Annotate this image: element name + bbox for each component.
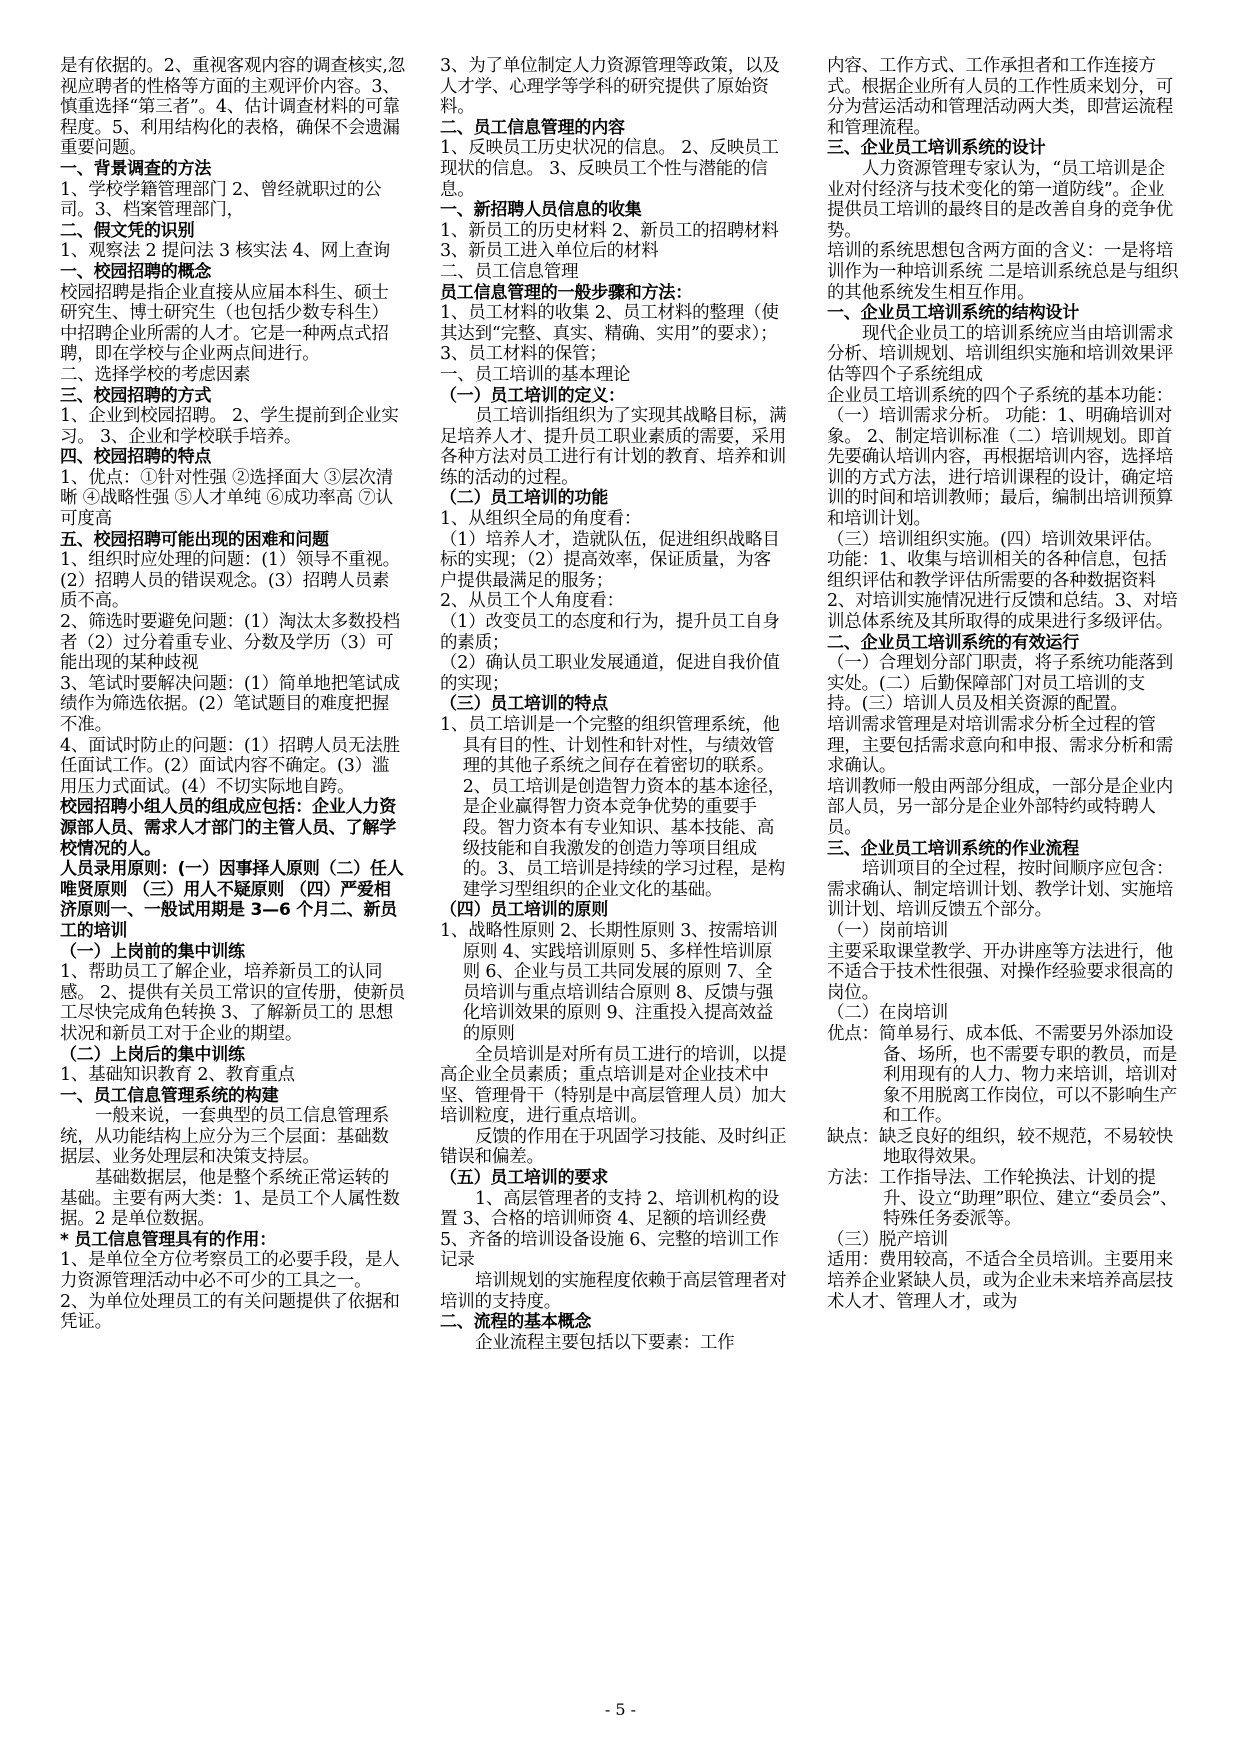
paragraph: 2、筛选时要避免问题：(1）淘汰太多数投档者（2）过分着重专业、分数及学历（3）可能出现的某种歧视	[60, 612, 400, 674]
paragraph: 1、帮助员工了解企业，培养新员工的认同感。 2、提供有关员工常识的宣传册，使新员工尽快完成角色转换 3、了解新员工的 思想状况和新员工对于企业的期望。	[60, 962, 405, 1044]
page-number: - 5 -	[604, 1700, 637, 1719]
paragraph: （三）脱产培训	[827, 1229, 949, 1250]
paragraph: 反馈的作用在于巩固学习技能、及时纠正错误和偏差。	[440, 1126, 787, 1168]
section-heading: （三）员工培训的特点	[440, 694, 608, 715]
paragraph: （一）合理划分部门职责，将子系统功能落到实处。(二）后勤保障部门对员工培训的支持。(三）培训人员及相关资源的配置。	[827, 653, 1173, 715]
paragraph: 校园招聘是指企业直接从应届本科生、硕士研究生、博士研究生（也包括少数专科生）中招聘企业所需的人才。它是一种两点式招聘，即在学校与企业两点间进行。	[60, 282, 389, 365]
paragraph: 人力资源管理专家认为，“员工培训是企业对付经济与技术变化的第一道防线”。企业提供员工培训的最终目的是改善自身的竞争优势。	[827, 158, 1173, 241]
column-middle	[440, 56, 788, 1353]
section-heading: 三、校园招聘的方式	[60, 385, 212, 406]
paragraph: 一、员工培训的基本理论	[440, 364, 631, 385]
section-heading: （二）员工培训的功能	[440, 488, 608, 509]
paragraph: （三）培训组织实施。(四）培训效果评估。	[827, 529, 1163, 550]
paragraph: 1、从组织全局的角度看：	[440, 509, 642, 530]
paragraph: 培训的系统思想包含两方面的含义：一是将培训作为一种培训系统 二是培训系统总是与组织的其他系统发生相互作用。	[827, 241, 1179, 303]
paragraph: 二、员工信息管理	[440, 261, 579, 282]
paragraph: （1）改变员工的态度和行为，提升员工自身的素质；	[440, 612, 780, 653]
paragraph: 2、从员工个人角度看：	[440, 591, 624, 612]
paragraph: 1、反映员工历史状况的信息。 2、反映员工现状的信息。 3、反映员工个性与潜能的信息。	[440, 138, 779, 200]
paragraph: 现代企业员工的培训系统应当由培训需求分析、培训规划、培训组织实施和培训效果评估等四个子系统组成	[827, 323, 1174, 385]
paragraph: 培训需求管理是对培训需求分析全过程的管理，主要包括需求意向和申报、需求分析和需求确认。	[827, 715, 1173, 777]
paragraph: 二、选择学校的考虑因素	[60, 364, 251, 385]
section-heading: 二、员工信息管理的内容	[440, 117, 625, 138]
paragraph: 缺点：缺乏良好的组织，较不规范，不易较快地取得效果。	[827, 1126, 1173, 1168]
paragraph: 是有依据的。2、重视客观内容的调查核实,忽视应聘者的性格等方面的主观评价内容。3、慎重选择“第三者”。4、估计调查材料的可靠程度。5、利用结构化的表格，确保不会遗漏重要问题。	[60, 56, 405, 159]
section-heading: 二、流程的基本概念	[440, 1312, 592, 1333]
paragraph: 1、高层管理者的支持 2、培训机构的设置 3、合格的培训师资 4、足额的培训经费 5、齐备的培训设备设施 6、完整的培训工作记录	[440, 1188, 780, 1271]
section-heading: （一）员工培训的定义：	[440, 385, 625, 406]
section-heading: 五、校园招聘可能出现的困难和问题	[60, 529, 329, 550]
paragraph: 1、企业到校园招聘。 2、学生提前到企业实习。 3、企业和学校联手培养。	[60, 406, 399, 447]
paragraph: 1、新员工的历史材料 2、新员工的招聘材料 3、新员工进入单位后的材料	[440, 220, 779, 262]
section-heading: 一、企业员工培训系统的结构设计	[827, 303, 1079, 324]
paragraph: 内容、工作方式、工作承担者和工作连接方式。根据企业所有人员的工作性质来划分，可分为营运活动和管理活动两大类，即营运流程和管理流程。	[827, 56, 1173, 138]
paragraph: 1、员工材料的收集 2、员工材料的整理（使其达到“完整、真实、精确、实用”的要求）；3、员工材料的保管；	[440, 303, 779, 365]
paragraph: 主要采取课堂教学、开办讲座等方法进行，他不适合于技术性很强、对操作经验要求很高的岗位。	[827, 941, 1173, 1003]
section-heading: 三、企业员工培训系统的作业流程	[827, 838, 1079, 859]
paragraph: 适用：费用较高，不适合全员培训。主要用来培养企业紧缺人员，或为企业未来培养高层技术人才、管理人才，或为	[827, 1250, 1173, 1312]
section-heading: 校园招聘小组人员的组成应包括：企业人力资源部人员、需求人才部门的主管人员、了解学校情况的人。	[60, 797, 396, 859]
section-heading: 二、企业员工培训系统的有效运行	[827, 632, 1079, 653]
paragraph: 1、学校学籍管理部门 2、曾经就职过的公司。3、档案管理部门，	[60, 179, 382, 221]
section-heading: 二、假文凭的识别	[60, 220, 195, 241]
column-left	[60, 56, 405, 1333]
paragraph: （1）培养人才，造就队伍，促进组织战略目标的实现；（2）提高效率，保证质量，为客户提供最满足的服务；	[440, 529, 780, 591]
section-heading: 四、校园招聘的特点	[60, 447, 212, 468]
section-heading: （一）上岗前的集中训练	[60, 941, 245, 962]
paragraph: 1、观察法 2 提问法 3 核实法 4、网上查询	[60, 241, 391, 262]
column-right	[827, 56, 1179, 1312]
paragraph: 3、笔试时要解决问题：(1）简单地把笔试成绩作为筛选依据。(2）笔试题目的难度把握不准。	[60, 673, 400, 735]
paragraph: 功能：1、收集与培训相关的各种信息，包括组织评估和教学评估所需要的各种数据资料 2、对培训实施情况进行反馈和总结。3、对培训总体系统及其所取得的成果进行多级评估。	[827, 550, 1178, 633]
paragraph: 1、是单位全方位考察员工的必要手段，是人力资源管理活动中必不可少的工具之一。	[60, 1250, 400, 1292]
paragraph: 2、为单位处理员工的有关问题提供了依据和凭证。	[60, 1291, 400, 1333]
paragraph: 企业流程主要包括以下要素：工作	[475, 1332, 735, 1353]
paragraph: （一）岗前培训	[827, 920, 949, 941]
section-heading: （二）上岗后的集中训练	[60, 1044, 245, 1065]
section-heading: （五）员工培训的要求	[440, 1168, 608, 1189]
section-heading: 三、企业员工培训系统的设计	[827, 138, 1046, 159]
paragraph: （2）确认员工职业发展通道，促进自我价值的实现；	[440, 653, 780, 694]
paragraph: 4、面试时防止的问题：(1）招聘人员无法胜任面试工作。(2）面试内容不确定。(3）滥用压力式面试。(4）不切实际地自跨。	[60, 735, 400, 797]
paragraph: 基础数据层，他是整个系统正常运转的基础。主要有两大类：1、是员工个人属性数据。2 是单位数据。	[60, 1168, 400, 1230]
section-heading: 人员录用原则：(一）因事择人原则（二）任人唯贤原则 （三）用人不疑原则 （四）严爱相济原则一、一般试用期是 3—6 个月二、新员工的培训	[60, 859, 404, 941]
section-heading: 一、新招聘人员信息的收集	[440, 200, 642, 221]
section-heading: 一、校园招聘的概念	[60, 261, 212, 282]
paragraph: 优点：简单易行、成本低、不需要另外添加设备、场所，也不需要专职的教员，而是利用现有的人力、物力来培训，培训对象不用脱离工作岗位，可以不影响生产和工作。	[827, 1023, 1178, 1127]
paragraph: 1、战略性原则 2、长期性原则 3、按需培训原则 4、实践培训原则 5、多样性培训原则 6、企业与员工共同发展的原则 7、全员培训与重点培训结合原则 8、反馈与强化培训效果的原则 9、注重投入提高效益的原则	[440, 920, 778, 1044]
paragraph: 全员培训是对所有员工进行的培训，以提高企业全员素质；重点培训是对企业技术中坚、管理骨干（特别是中高层管理人员）加大培训粒度，进行重点培训。	[440, 1044, 787, 1127]
paragraph: 1、组织时应处理的问题：(1）领导不重视。(2）招聘人员的错误观念。(3）招聘人员素质不高。	[60, 550, 400, 612]
paragraph: （一）培训需求分析。 功能：1、明确培训对象。 2、制定培训标准（二）培训规划。即首先要确认培训内容，再根据培训内容，选择培训的方式方法，进行培训课程的设计，确定培训的时间和培训教师；最后，编制出培训预算和培训计划。	[827, 406, 1173, 530]
paragraph: 员工培训指组织为了实现其战略目标，满足培养人才、提升员工职业素质的需要，采用各种方法对员工进行有计划的教育、培养和训练的活动的过程。	[440, 406, 787, 488]
paragraph: 培训教师一般由两部分组成，一部分是企业内部人员，另一部分是企业外部特约或特聘人员。	[827, 776, 1173, 838]
section-heading: 一、员工信息管理系统的构建	[60, 1085, 279, 1106]
paragraph: 3、为了单位制定人力资源管理等政策，以及人才学、心理学等学科的研究提供了原始资料。	[440, 56, 780, 118]
section-heading: （四）员工培训的原则	[440, 900, 608, 921]
paragraph: 企业员工培训系统的四个子系统的基本功能：	[827, 385, 1173, 406]
section-heading: 一、背景调查的方法	[60, 158, 212, 179]
paragraph: 1、员工培训是一个完整的组织管理系统，他具有目的性、计划性和针对性，与绩效管理的其他子系统之间存在着密切的联系。2、员工培训是创造智力资本的基本途径，是企业赢得智力资本竞争优势的重要手段。智力资本有专业知识、基本技能、高级技能和自我激发的创造力等项目组成的。3、员工培训是持续的学习过程，是构建学习型组织的企业文化的基础。	[440, 715, 786, 900]
paragraph: 方法：工作指导法、工作轮换法、计划的提升、设立“助理”职位、建立“委员会”、特殊任务委派等。	[827, 1168, 1178, 1230]
paragraph: 1、基础知识教育 2、教育重点	[60, 1065, 295, 1086]
paragraph: 一般来说，一套典型的员工信息管理系统，从功能结构上应分为三个层面：基础数据层、业务处理层和决策支持层。	[60, 1106, 390, 1168]
paragraph: （二）在岗培训	[827, 1003, 949, 1024]
section-heading: * 员工信息管理具有的作用：	[60, 1229, 277, 1250]
paragraph: 培训规划的实施程度依赖于高层管理者对培训的支持度。	[440, 1271, 787, 1312]
paragraph: 培训项目的全过程，按时间顺序应包含：需求确认、制定培训计划、教学计划、实施培训计划、培训反馈五个部分。	[827, 859, 1174, 921]
paragraph: 1、优点：①针对性强 ②选择面大 ③层次清晰 ④战略性强 ⑤人才单纯 ⑥成功率高 ⑦认可度高	[60, 467, 394, 530]
section-heading: 员工信息管理的一般步骤和方法：	[440, 282, 692, 303]
